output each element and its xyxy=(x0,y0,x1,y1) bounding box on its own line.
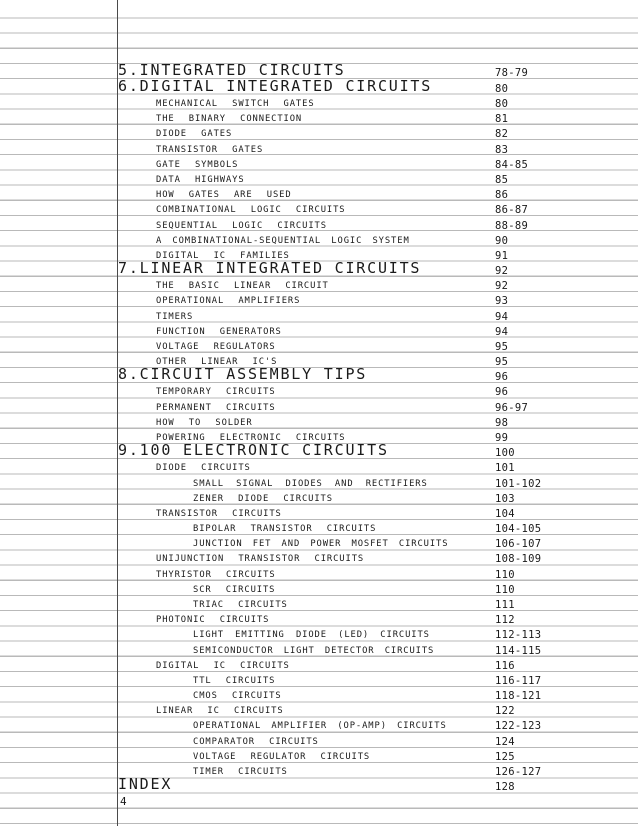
toc-row xyxy=(0,442,638,458)
section-title: OTHER LINEAR IC'S xyxy=(156,357,278,368)
subsection-title: COMPARATOR CIRCUITS xyxy=(193,737,319,748)
toc-row xyxy=(0,169,638,185)
section-title: PHOTONIC CIRCUITS xyxy=(156,615,270,626)
page-ref: 96-97 xyxy=(495,401,529,414)
toc-row xyxy=(0,290,638,306)
toc-row xyxy=(0,397,638,413)
page-ref: 101 xyxy=(495,461,515,474)
toc-row xyxy=(0,108,638,124)
toc-row xyxy=(0,533,638,549)
toc-row xyxy=(0,685,638,701)
page-ref: 104 xyxy=(495,507,515,520)
page-number: 4 xyxy=(120,795,127,808)
subsection-title: VOLTAGE REGULATOR CIRCUITS xyxy=(193,752,371,763)
page-ref: 103 xyxy=(495,492,515,505)
section-title: THYRISTOR CIRCUITS xyxy=(156,570,276,581)
toc-row xyxy=(0,78,638,94)
section-title: COMBINATIONAL LOGIC CIRCUITS xyxy=(156,205,346,216)
toc-row xyxy=(0,184,638,200)
toc-row xyxy=(0,579,638,595)
toc-row xyxy=(0,62,638,78)
page-ref: 78-79 xyxy=(495,66,529,79)
section-title: UNIJUNCTION TRANSISTOR CIRCUITS xyxy=(156,554,365,565)
section-title: TIMERS xyxy=(156,312,194,323)
page-ref: 116 xyxy=(495,659,515,672)
section-title: PERMANENT CIRCUITS xyxy=(156,403,276,414)
subsection-title: ZENER DIODE CIRCUITS xyxy=(193,494,333,505)
page-ref: 93 xyxy=(495,294,509,307)
page-ref: 86 xyxy=(495,188,509,201)
page-ref: 96 xyxy=(495,385,509,398)
toc-row xyxy=(0,336,638,352)
toc-row xyxy=(0,594,638,610)
page-ref: 104-105 xyxy=(495,522,542,535)
toc-row xyxy=(0,700,638,716)
toc-row xyxy=(0,488,638,504)
toc-row xyxy=(0,230,638,246)
section-title: TRANSISTOR GATES xyxy=(156,145,264,156)
subsection-title: CMOS CIRCUITS xyxy=(193,691,282,702)
page-ref: 124 xyxy=(495,735,515,748)
page-ref: 98 xyxy=(495,416,509,429)
section-title: FUNCTION GENERATORS xyxy=(156,327,282,338)
page-ref: 95 xyxy=(495,340,509,353)
toc-row xyxy=(0,564,638,580)
page-ref: 112-113 xyxy=(495,628,542,641)
toc-row xyxy=(0,731,638,747)
page-ref: 83 xyxy=(495,143,509,156)
page-ref: 88-89 xyxy=(495,219,529,232)
section-title: DIODE CIRCUITS xyxy=(156,463,251,474)
subsection-title: BIPOLAR TRANSISTOR CIRCUITS xyxy=(193,524,377,535)
subsection-title: TRIAC CIRCUITS xyxy=(193,600,288,611)
section-title: DIGITAL IC CIRCUITS xyxy=(156,661,290,672)
toc-row xyxy=(0,321,638,337)
page-ref: 85 xyxy=(495,173,509,186)
page-ref: 99 xyxy=(495,431,509,444)
toc-row xyxy=(0,412,638,428)
page-ref: 122-123 xyxy=(495,719,542,732)
page-ref: 111 xyxy=(495,598,515,611)
toc-row xyxy=(0,473,638,489)
toc-row xyxy=(0,624,638,640)
section-title: DATA HIGHWAYS xyxy=(156,175,245,186)
page-ref: 84-85 xyxy=(495,158,529,171)
toc-row xyxy=(0,640,638,656)
page-ref: 108-109 xyxy=(495,552,542,565)
toc-row xyxy=(0,366,638,382)
page-ref: 82 xyxy=(495,127,509,140)
section-title: POWERING ELECTRONIC CIRCUITS xyxy=(156,433,346,444)
section-title: GATE SYMBOLS xyxy=(156,160,239,171)
section-title: LINEAR IC CIRCUITS xyxy=(156,706,284,717)
section-title: A COMBINATIONAL-SEQUENTIAL LOGIC SYSTEM xyxy=(156,236,410,247)
section-title: MECHANICAL SWITCH GATES xyxy=(156,99,315,110)
section-title: THE BINARY CONNECTION xyxy=(156,114,303,125)
section-title: SEQUENTIAL LOGIC CIRCUITS xyxy=(156,221,327,232)
toc-row xyxy=(0,609,638,625)
page-ref: 92 xyxy=(495,264,509,277)
toc-row xyxy=(0,154,638,170)
toc-row xyxy=(0,93,638,109)
page-ref: 114-115 xyxy=(495,644,542,657)
section-title: DIODE GATES xyxy=(156,129,233,140)
toc-row xyxy=(0,260,638,276)
page-ref: 110 xyxy=(495,568,515,581)
subsection-title: SCR CIRCUITS xyxy=(193,585,276,596)
page-ref: 80 xyxy=(495,82,509,95)
page-ref: 91 xyxy=(495,249,509,262)
section-title: HOW TO SOLDER xyxy=(156,418,253,429)
page-ref: 110 xyxy=(495,583,515,596)
section-title: DIGITAL IC FAMILIES xyxy=(156,251,290,262)
toc-row xyxy=(0,381,638,397)
toc-row xyxy=(0,670,638,686)
page-ref: 90 xyxy=(495,234,509,247)
page-ref: 92 xyxy=(495,279,509,292)
page-ref: 95 xyxy=(495,355,509,368)
toc-row xyxy=(0,655,638,671)
section-title: TRANSISTOR CIRCUITS xyxy=(156,509,282,520)
toc-row xyxy=(0,215,638,231)
toc-row xyxy=(0,715,638,731)
toc-row xyxy=(0,761,638,777)
toc-row xyxy=(0,503,638,519)
section-title: TEMPORARY CIRCUITS xyxy=(156,387,276,398)
page-ref: 96 xyxy=(495,370,509,383)
page-ref: 86-87 xyxy=(495,203,529,216)
page-ref: 94 xyxy=(495,325,509,338)
toc-row xyxy=(0,457,638,473)
page-ref: 116-117 xyxy=(495,674,542,687)
toc-row xyxy=(0,746,638,762)
chapter-title: 6.DIGITAL INTEGRATED CIRCUITS xyxy=(118,77,433,95)
section-title: VOLTAGE REGULATORS xyxy=(156,342,276,353)
page-number-row xyxy=(0,791,638,807)
page-ref: 106-107 xyxy=(495,537,542,550)
chapter-title: 5.INTEGRATED CIRCUITS xyxy=(118,61,346,79)
chapter-title: 7.LINEAR INTEGRATED CIRCUITS xyxy=(118,259,422,277)
page-ref: 128 xyxy=(495,780,515,793)
page-ref: 80 xyxy=(495,97,509,110)
page-ref: 100 xyxy=(495,446,515,459)
page-ref: 122 xyxy=(495,704,515,717)
chapter-title: INDEX xyxy=(118,775,173,793)
toc-row xyxy=(0,139,638,155)
chapter-title: 9.100 ELECTRONIC CIRCUITS xyxy=(118,441,389,459)
toc-row xyxy=(0,776,638,792)
page-ref: 101-102 xyxy=(495,477,542,490)
section-title: HOW GATES ARE USED xyxy=(156,190,292,201)
page-ref: 112 xyxy=(495,613,515,626)
page-ref: 125 xyxy=(495,750,515,763)
subsection-title: TIMER CIRCUITS xyxy=(193,767,288,778)
toc-row xyxy=(0,199,638,215)
toc-row xyxy=(0,548,638,564)
page-ref: 81 xyxy=(495,112,509,125)
toc-row xyxy=(0,306,638,322)
section-title: OPERATIONAL AMPLIFIERS xyxy=(156,296,301,307)
subsection-title: LIGHT EMITTING DIODE (LED) CIRCUITS xyxy=(193,630,430,641)
toc-row xyxy=(0,123,638,139)
page-ref: 94 xyxy=(495,310,509,323)
page-ref: 126-127 xyxy=(495,765,542,778)
subsection-title: SEMICONDUCTOR LIGHT DETECTOR CIRCUITS xyxy=(193,646,435,657)
toc-row xyxy=(0,275,638,291)
toc-row xyxy=(0,518,638,534)
section-title: THE BASIC LINEAR CIRCUIT xyxy=(156,281,329,292)
page-ref: 118-121 xyxy=(495,689,542,702)
subsection-title: SMALL SIGNAL DIODES AND RECTIFIERS xyxy=(193,479,428,490)
subsection-title: TTL CIRCUITS xyxy=(193,676,276,687)
subsection-title: JUNCTION FET AND POWER MOSFET CIRCUITS xyxy=(193,539,449,550)
subsection-title: OPERATIONAL AMPLIFIER (OP-AMP) CIRCUITS xyxy=(193,721,447,732)
chapter-title: 8.CIRCUIT ASSEMBLY TIPS xyxy=(118,365,368,383)
